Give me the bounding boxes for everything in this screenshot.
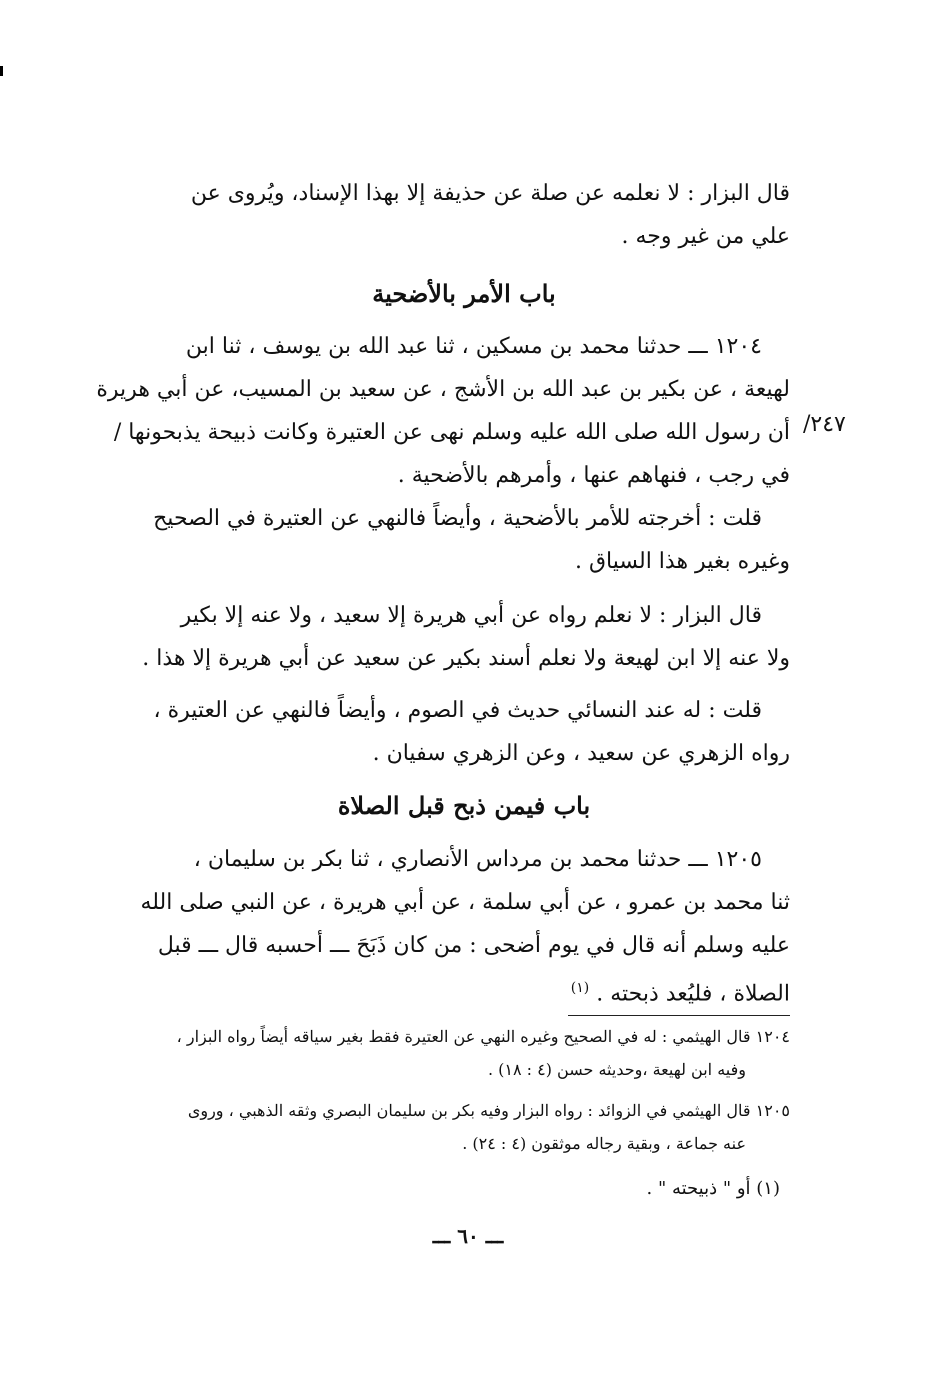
footnote-divider <box>568 1015 790 1016</box>
text-segment: الصلاة ، فليُعد ذبحته . <box>596 981 790 1007</box>
text-line: لهيعة ، عن بكير بن عبد الله بن الأشج ، عن سعيد بن المسيب، عن أبي هريرة <box>96 377 790 402</box>
text-line: قلت : له عند النسائي حديث في الصوم ، وأيضاً فالنهي عن العتيرة ، <box>153 698 762 723</box>
commentary-paragraph-1 <box>138 497 790 583</box>
section-heading-slaughter: باب فيمن ذبح قبل الصلاة <box>337 791 591 820</box>
hadith-1205 <box>138 838 790 1015</box>
text-line: عليه وسلم أنه قال في يوم أضحى : من كان ذَبَحَ ـــ أحسبه قال ـــ قبل <box>157 933 790 958</box>
footnote-1205 <box>138 1094 790 1160</box>
text-line: ثنا محمد بن عمرو ، عن أبي سلمة ، عن أبي هريرة ، عن النبي صلى الله <box>140 890 790 915</box>
commentary-paragraph-2 <box>138 689 790 775</box>
text-line: قلت : أخرجته للأمر بالأضحية ، وأيضاً فالنهي عن العتيرة في الصحيح <box>153 506 762 531</box>
text-line: ولا عنه إلا ابن لهيعة ولا نعلم أسند بكير عن سعيد عن أبي هريرة إلا هذا . <box>142 646 790 671</box>
hadith-1204 <box>96 325 790 497</box>
text-line: أن رسول الله صلى الله عليه وسلم نهى عن العتيرة وكانت ذبيحة يذبحونها / <box>113 420 790 445</box>
text-line: في رجب ، فنهاهم عنها ، وأمرهم بالأضحية . <box>397 463 790 488</box>
text-line <box>138 967 790 1015</box>
scan-mark <box>0 66 3 76</box>
page-number: ـــ ٦٠ ـــ <box>432 1224 504 1248</box>
footnote-1204 <box>138 1020 790 1086</box>
footnote-line: عنه جماعة ، وبقية رجاله موثقون (٤ : ٢٤) . <box>462 1134 746 1153</box>
footnote-line: وفيه ابن لهيعة ،وحديثه حسن (٤ : ١٨) . <box>487 1060 746 1079</box>
footnote-line: (١) أو " ذبيحته " . <box>646 1178 780 1199</box>
footnote-marker: (١) <box>570 980 590 996</box>
bazzar-paragraph <box>138 594 790 680</box>
footnote-1 <box>138 1172 790 1205</box>
text-line: رواه الزهري عن سعيد ، وعن الزهري سفيان . <box>372 741 790 766</box>
section-heading-udhiya: باب الأمر بالأضحية <box>372 279 556 308</box>
text-line: ١٢٠٤ ـــ حدثنا محمد بن مسكين ، ثنا عبد الله بن يوسف ، ثنا ابن <box>185 334 762 359</box>
intro-paragraph <box>138 172 790 258</box>
text-line: وغيره بغير هذا السياق . <box>574 549 790 574</box>
text-line: ١٢٠٥ ـــ حدثنا محمد بن مرداس الأنصاري ، ثنا بكر بن سليمان ، <box>193 847 762 872</box>
footnote-line: ١٢٠٤ قال الهيثمي : له في الصحيح وغيره النهي عن العتيرة فقط بغير سياقه أيضاً رواه البزار ، <box>176 1027 790 1046</box>
footnote-line: ١٢٠٥ قال الهيثمي في الزوائد : رواه البزار وفيه بكر بن سليمان البصري وثقه الذهبي ، وروى <box>187 1101 790 1120</box>
text-line: قال البزار : لا نعلم رواه عن أبي هريرة إلا سعيد ، ولا عنه إلا بكير <box>180 603 762 628</box>
text-line: قال البزار : لا نعلمه عن صلة عن حذيفة إلا بهذا الإسناد، ويُروى عن <box>190 181 790 206</box>
margin-page-reference: ٢٤٧/ <box>803 412 846 437</box>
text-line: علي من غير وجه . <box>621 224 790 249</box>
